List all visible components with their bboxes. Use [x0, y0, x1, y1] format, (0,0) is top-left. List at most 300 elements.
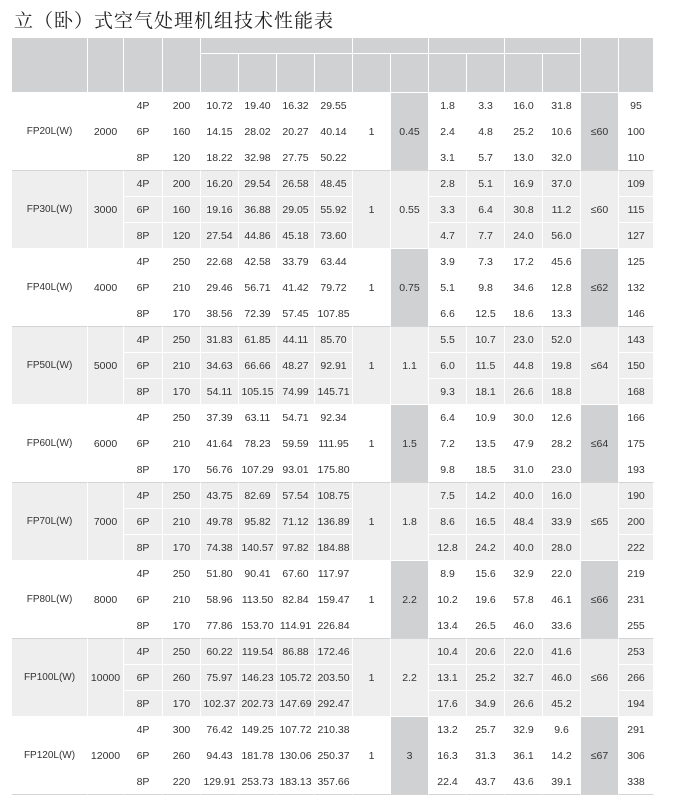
- value-cell: 41.42: [277, 275, 315, 301]
- value-cell: 8P: [124, 223, 163, 249]
- value-cell: 8P: [124, 691, 163, 717]
- value-cell: 170: [163, 613, 201, 639]
- value-cell: 37.0: [543, 171, 581, 197]
- model-cell: FP70L(W): [12, 483, 88, 561]
- value-cell: 28.2: [543, 431, 581, 457]
- value-cell: 4.7: [429, 223, 467, 249]
- value-cell: 250.37: [315, 743, 353, 769]
- value-cell: 36.1: [505, 743, 543, 769]
- value-cell: 6.6: [429, 301, 467, 327]
- value-cell: 11.2: [543, 197, 581, 223]
- value-cell: 4P: [124, 639, 163, 665]
- value-cell: 19.6: [467, 587, 505, 613]
- value-cell: 36.88: [239, 197, 277, 223]
- model-cell: FP20L(W): [12, 93, 88, 171]
- value-cell: 51.80: [201, 561, 239, 587]
- value-cell: 16.5: [467, 509, 505, 535]
- value-cell: 29.55: [315, 93, 353, 119]
- value-cell: 13.5: [467, 431, 505, 457]
- value-cell: 13.1: [429, 665, 467, 691]
- value-cell: 25.2: [467, 665, 505, 691]
- value-cell: 117.97: [315, 561, 353, 587]
- value-cell: 32.7: [505, 665, 543, 691]
- value-cell: 41.64: [201, 431, 239, 457]
- header-group-cell: [505, 38, 581, 54]
- value-cell: 63.44: [315, 249, 353, 275]
- value-cell: 34.63: [201, 353, 239, 379]
- value-cell: 26.6: [505, 379, 543, 405]
- table-row: [12, 249, 654, 275]
- noise-cell: ≤66: [581, 639, 619, 717]
- value-cell: 253.73: [239, 769, 277, 795]
- value-cell: 200: [163, 171, 201, 197]
- airflow-cell: 3000: [88, 171, 124, 249]
- value-cell: 24.0: [505, 223, 543, 249]
- weight-cell: 306: [619, 743, 654, 769]
- value-cell: 108.75: [315, 483, 353, 509]
- weight-cell: 115: [619, 197, 654, 223]
- value-cell: 175.80: [315, 457, 353, 483]
- table-row: [12, 717, 654, 743]
- value-cell: 8.6: [429, 509, 467, 535]
- value-cell: 9.6: [543, 717, 581, 743]
- header-group-cell: [353, 38, 429, 54]
- value-cell: 56.0: [543, 223, 581, 249]
- value-cell: 4P: [124, 483, 163, 509]
- value-cell: 300: [163, 717, 201, 743]
- value-cell: 107.85: [315, 301, 353, 327]
- value-cell: 210: [163, 431, 201, 457]
- model-cell: FP80L(W): [12, 561, 88, 639]
- model-cell: FP100L(W): [12, 639, 88, 717]
- value-cell: 94.43: [201, 743, 239, 769]
- noise-cell: ≤67: [581, 717, 619, 795]
- header-group-cell: [429, 38, 505, 54]
- value-cell: 6P: [124, 275, 163, 301]
- value-cell: 19.16: [201, 197, 239, 223]
- value-cell: 2.2: [391, 639, 429, 717]
- header-cell: [391, 54, 429, 93]
- value-cell: 56.76: [201, 457, 239, 483]
- value-cell: 59.59: [277, 431, 315, 457]
- value-cell: 210: [163, 353, 201, 379]
- header-cell: [88, 38, 124, 93]
- model-cell: FP30L(W): [12, 171, 88, 249]
- model-cell: FP40L(W): [12, 249, 88, 327]
- header-cell: [543, 54, 581, 93]
- value-cell: 4P: [124, 561, 163, 587]
- value-cell: 16.0: [505, 93, 543, 119]
- value-cell: 30.8: [505, 197, 543, 223]
- weight-cell: 168: [619, 379, 654, 405]
- value-cell: 58.96: [201, 587, 239, 613]
- value-cell: 31.3: [467, 743, 505, 769]
- value-cell: 55.92: [315, 197, 353, 223]
- table-body: [12, 93, 654, 795]
- value-cell: 111.95: [315, 431, 353, 457]
- weight-cell: 253: [619, 639, 654, 665]
- value-cell: 11.5: [467, 353, 505, 379]
- header-cell: [12, 38, 88, 93]
- value-cell: 292.47: [315, 691, 353, 717]
- model-cell: FP60L(W): [12, 405, 88, 483]
- value-cell: 10.6: [543, 119, 581, 145]
- value-cell: 140.57: [239, 535, 277, 561]
- value-cell: 18.8: [543, 379, 581, 405]
- value-cell: 29.46: [201, 275, 239, 301]
- weight-cell: 255: [619, 613, 654, 639]
- table-row: [12, 327, 654, 353]
- value-cell: 13.4: [429, 613, 467, 639]
- value-cell: 12.6: [543, 405, 581, 431]
- value-cell: 149.25: [239, 717, 277, 743]
- value-cell: 8.9: [429, 561, 467, 587]
- value-cell: 357.66: [315, 769, 353, 795]
- value-cell: 129.91: [201, 769, 239, 795]
- value-cell: 181.78: [239, 743, 277, 769]
- noise-cell: ≤65: [581, 483, 619, 561]
- page-title: 立（卧）式空气处理机组技术性能表: [14, 10, 335, 32]
- value-cell: 57.54: [277, 483, 315, 509]
- value-cell: 153.70: [239, 613, 277, 639]
- value-cell: 86.88: [277, 639, 315, 665]
- value-cell: 3: [391, 717, 429, 795]
- value-cell: 85.70: [315, 327, 353, 353]
- value-cell: 1: [353, 93, 391, 171]
- value-cell: 2.2: [391, 561, 429, 639]
- value-cell: 16.0: [543, 483, 581, 509]
- value-cell: 147.69: [277, 691, 315, 717]
- value-cell: 28.02: [239, 119, 277, 145]
- value-cell: 0.75: [391, 249, 429, 327]
- value-cell: 78.23: [239, 431, 277, 457]
- value-cell: 28.0: [543, 535, 581, 561]
- value-cell: 50.22: [315, 145, 353, 171]
- value-cell: 250: [163, 639, 201, 665]
- value-cell: 120: [163, 223, 201, 249]
- value-cell: 1: [353, 639, 391, 717]
- value-cell: 24.2: [467, 535, 505, 561]
- value-cell: 26.5: [467, 613, 505, 639]
- weight-cell: 190: [619, 483, 654, 509]
- value-cell: 44.86: [239, 223, 277, 249]
- value-cell: 46.0: [505, 613, 543, 639]
- airflow-cell: 6000: [88, 405, 124, 483]
- value-cell: 26.58: [277, 171, 315, 197]
- value-cell: 210: [163, 275, 201, 301]
- value-cell: 37.39: [201, 405, 239, 431]
- value-cell: 39.1: [543, 769, 581, 795]
- value-cell: 33.79: [277, 249, 315, 275]
- value-cell: 210: [163, 509, 201, 535]
- value-cell: 250: [163, 249, 201, 275]
- table-row: [12, 483, 654, 509]
- value-cell: 220: [163, 769, 201, 795]
- value-cell: 48.4: [505, 509, 543, 535]
- value-cell: 10.7: [467, 327, 505, 353]
- table-header: [12, 38, 654, 93]
- value-cell: 22.0: [543, 561, 581, 587]
- value-cell: 32.9: [505, 717, 543, 743]
- value-cell: 54.71: [277, 405, 315, 431]
- noise-cell: ≤60: [581, 93, 619, 171]
- value-cell: 1.8: [391, 483, 429, 561]
- header-cell: [163, 38, 201, 93]
- header-cell: [201, 54, 239, 93]
- value-cell: 5.7: [467, 145, 505, 171]
- value-cell: 56.71: [239, 275, 277, 301]
- value-cell: 45.18: [277, 223, 315, 249]
- value-cell: 4P: [124, 171, 163, 197]
- value-cell: 8P: [124, 535, 163, 561]
- value-cell: 23.0: [505, 327, 543, 353]
- value-cell: 79.72: [315, 275, 353, 301]
- value-cell: 159.47: [315, 587, 353, 613]
- airflow-cell: 5000: [88, 327, 124, 405]
- value-cell: 170: [163, 301, 201, 327]
- value-cell: 6.4: [467, 197, 505, 223]
- table-row: [12, 639, 654, 665]
- value-cell: 170: [163, 691, 201, 717]
- value-cell: 27.75: [277, 145, 315, 171]
- value-cell: 16.3: [429, 743, 467, 769]
- value-cell: 2.8: [429, 171, 467, 197]
- value-cell: 67.60: [277, 561, 315, 587]
- airflow-cell: 8000: [88, 561, 124, 639]
- value-cell: 119.54: [239, 639, 277, 665]
- value-cell: 0.45: [391, 93, 429, 171]
- value-cell: 202.73: [239, 691, 277, 717]
- weight-cell: 150: [619, 353, 654, 379]
- value-cell: 77.86: [201, 613, 239, 639]
- value-cell: 6P: [124, 197, 163, 223]
- value-cell: 1: [353, 171, 391, 249]
- value-cell: 46.0: [543, 665, 581, 691]
- weight-cell: 109: [619, 171, 654, 197]
- value-cell: 72.39: [239, 301, 277, 327]
- noise-cell: ≤66: [581, 561, 619, 639]
- value-cell: 14.2: [543, 743, 581, 769]
- value-cell: 2.4: [429, 119, 467, 145]
- value-cell: 145.71: [315, 379, 353, 405]
- value-cell: 18.5: [467, 457, 505, 483]
- value-cell: 32.9: [505, 561, 543, 587]
- value-cell: 40.14: [315, 119, 353, 145]
- value-cell: 5.1: [429, 275, 467, 301]
- header-cell: [581, 38, 619, 93]
- value-cell: 203.50: [315, 665, 353, 691]
- value-cell: 31.8: [543, 93, 581, 119]
- value-cell: 10.2: [429, 587, 467, 613]
- value-cell: 9.8: [429, 457, 467, 483]
- value-cell: 105.15: [239, 379, 277, 405]
- value-cell: 226.84: [315, 613, 353, 639]
- weight-cell: 193: [619, 457, 654, 483]
- value-cell: 38.56: [201, 301, 239, 327]
- weight-cell: 291: [619, 717, 654, 743]
- value-cell: 49.78: [201, 509, 239, 535]
- weight-cell: 127: [619, 223, 654, 249]
- weight-cell: 200: [619, 509, 654, 535]
- value-cell: 200: [163, 93, 201, 119]
- value-cell: 3.9: [429, 249, 467, 275]
- weight-cell: 194: [619, 691, 654, 717]
- value-cell: 26.6: [505, 691, 543, 717]
- value-cell: 130.06: [277, 743, 315, 769]
- value-cell: 10.4: [429, 639, 467, 665]
- value-cell: 34.6: [505, 275, 543, 301]
- value-cell: 52.0: [543, 327, 581, 353]
- value-cell: 6P: [124, 119, 163, 145]
- value-cell: 45.2: [543, 691, 581, 717]
- header-cell: [315, 54, 353, 93]
- value-cell: 5.1: [467, 171, 505, 197]
- airflow-cell: 12000: [88, 717, 124, 795]
- value-cell: 31.83: [201, 327, 239, 353]
- value-cell: 71.12: [277, 509, 315, 535]
- value-cell: 44.11: [277, 327, 315, 353]
- value-cell: 43.7: [467, 769, 505, 795]
- value-cell: 4P: [124, 327, 163, 353]
- header-cell: [467, 54, 505, 93]
- value-cell: 17.6: [429, 691, 467, 717]
- value-cell: 76.42: [201, 717, 239, 743]
- value-cell: 18.6: [505, 301, 543, 327]
- performance-table: [12, 38, 654, 795]
- value-cell: 60.22: [201, 639, 239, 665]
- value-cell: 61.85: [239, 327, 277, 353]
- value-cell: 57.8: [505, 587, 543, 613]
- value-cell: 250: [163, 483, 201, 509]
- value-cell: 105.72: [277, 665, 315, 691]
- header-cell: [619, 38, 654, 93]
- value-cell: 250: [163, 561, 201, 587]
- value-cell: 3.3: [429, 197, 467, 223]
- weight-cell: 166: [619, 405, 654, 431]
- value-cell: 74.38: [201, 535, 239, 561]
- airflow-cell: 2000: [88, 93, 124, 171]
- value-cell: 1.5: [391, 405, 429, 483]
- value-cell: 7.5: [429, 483, 467, 509]
- value-cell: 9.3: [429, 379, 467, 405]
- table-row: [12, 93, 654, 119]
- value-cell: 10.72: [201, 93, 239, 119]
- value-cell: 102.37: [201, 691, 239, 717]
- value-cell: 47.9: [505, 431, 543, 457]
- value-cell: 29.05: [277, 197, 315, 223]
- header-cell: [505, 54, 543, 93]
- value-cell: 45.6: [543, 249, 581, 275]
- value-cell: 19.8: [543, 353, 581, 379]
- weight-cell: 100: [619, 119, 654, 145]
- value-cell: 160: [163, 197, 201, 223]
- noise-cell: ≤64: [581, 327, 619, 405]
- value-cell: 22.68: [201, 249, 239, 275]
- value-cell: 30.0: [505, 405, 543, 431]
- value-cell: 82.69: [239, 483, 277, 509]
- value-cell: 43.6: [505, 769, 543, 795]
- value-cell: 12.5: [467, 301, 505, 327]
- weight-cell: 132: [619, 275, 654, 301]
- value-cell: 93.01: [277, 457, 315, 483]
- value-cell: 8P: [124, 301, 163, 327]
- airflow-cell: 7000: [88, 483, 124, 561]
- value-cell: 13.0: [505, 145, 543, 171]
- value-cell: 31.0: [505, 457, 543, 483]
- value-cell: 8P: [124, 613, 163, 639]
- value-cell: 146.23: [239, 665, 277, 691]
- value-cell: 13.2: [429, 717, 467, 743]
- value-cell: 4P: [124, 405, 163, 431]
- model-cell: FP50L(W): [12, 327, 88, 405]
- value-cell: 172.46: [315, 639, 353, 665]
- value-cell: 40.0: [505, 535, 543, 561]
- value-cell: 97.82: [277, 535, 315, 561]
- value-cell: 3.3: [467, 93, 505, 119]
- value-cell: 113.50: [239, 587, 277, 613]
- value-cell: 40.0: [505, 483, 543, 509]
- value-cell: 6.0: [429, 353, 467, 379]
- header-cell: [277, 54, 315, 93]
- value-cell: 27.54: [201, 223, 239, 249]
- value-cell: 107.72: [277, 717, 315, 743]
- value-cell: 4P: [124, 249, 163, 275]
- weight-cell: 175: [619, 431, 654, 457]
- value-cell: 14.15: [201, 119, 239, 145]
- value-cell: 1.8: [429, 93, 467, 119]
- value-cell: 12.8: [429, 535, 467, 561]
- weight-cell: 231: [619, 587, 654, 613]
- value-cell: 48.45: [315, 171, 353, 197]
- value-cell: 6P: [124, 743, 163, 769]
- value-cell: 10.9: [467, 405, 505, 431]
- noise-cell: ≤60: [581, 171, 619, 249]
- value-cell: 54.11: [201, 379, 239, 405]
- value-cell: 260: [163, 665, 201, 691]
- value-cell: 25.7: [467, 717, 505, 743]
- value-cell: 210: [163, 587, 201, 613]
- value-cell: 8P: [124, 379, 163, 405]
- value-cell: 12.8: [543, 275, 581, 301]
- model-cell: FP120L(W): [12, 717, 88, 795]
- value-cell: 20.6: [467, 639, 505, 665]
- value-cell: 4P: [124, 93, 163, 119]
- value-cell: 19.40: [239, 93, 277, 119]
- value-cell: 74.99: [277, 379, 315, 405]
- value-cell: 5.5: [429, 327, 467, 353]
- value-cell: 43.75: [201, 483, 239, 509]
- value-cell: 1: [353, 327, 391, 405]
- value-cell: 1: [353, 717, 391, 795]
- value-cell: 23.0: [543, 457, 581, 483]
- value-cell: 48.27: [277, 353, 315, 379]
- value-cell: 6P: [124, 509, 163, 535]
- value-cell: 57.45: [277, 301, 315, 327]
- value-cell: 22.4: [429, 769, 467, 795]
- value-cell: 14.2: [467, 483, 505, 509]
- value-cell: 183.13: [277, 769, 315, 795]
- value-cell: 17.2: [505, 249, 543, 275]
- value-cell: 8P: [124, 145, 163, 171]
- value-cell: 34.9: [467, 691, 505, 717]
- value-cell: 13.3: [543, 301, 581, 327]
- value-cell: 250: [163, 327, 201, 353]
- value-cell: 170: [163, 535, 201, 561]
- value-cell: 16.20: [201, 171, 239, 197]
- value-cell: 6P: [124, 431, 163, 457]
- value-cell: 170: [163, 457, 201, 483]
- value-cell: 136.89: [315, 509, 353, 535]
